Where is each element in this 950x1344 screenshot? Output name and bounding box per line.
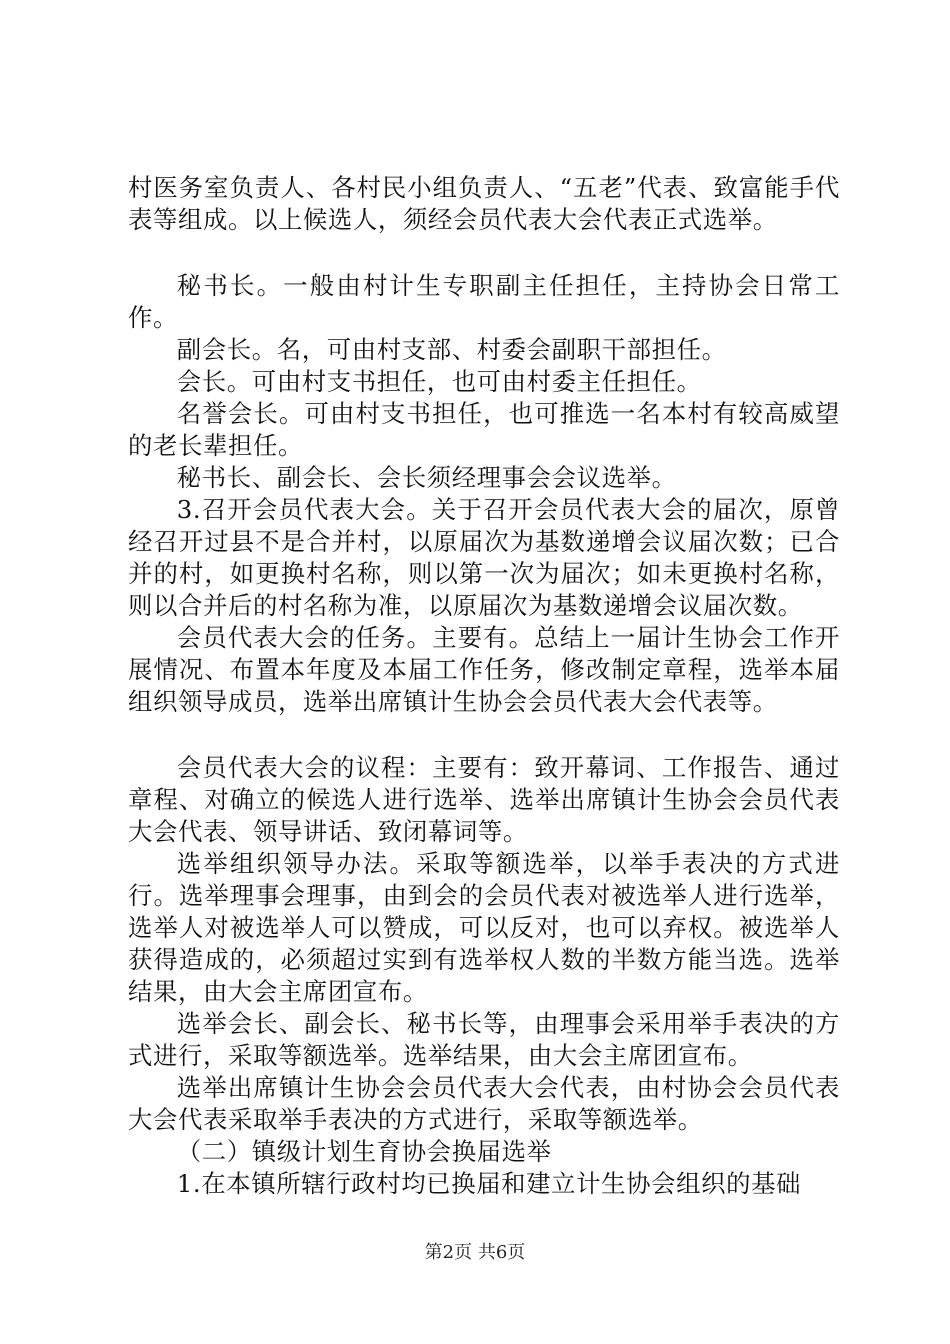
paragraph-vice-president: 副会长。名，可由村支部、村委会副职干部担任。 <box>176 335 727 364</box>
paragraph-continuation: 村医务室负责人、各村民小组负责人、“五老”代表、致富能手代表等组成。以上候选人，须经会员代表大会代表正式选举。 <box>128 173 840 234</box>
document-body <box>128 172 840 1200</box>
paragraph-council-election: 秘书长、副会长、会长须经理事会会议选举。 <box>176 463 677 492</box>
paragraph-president: 会长。可由村支书担任，也可由村委主任担任。 <box>176 367 702 396</box>
paragraph-election-method: 选举组织领导办法。采取等额选举，以举手表决的方式进行。选举理事会理事，由到会的会员代表对被选举人进行选举，选举人对被选举人可以赞成，可以反对，也可以弃权。被选举人获得造成的，必须超过实到有选举权人数的半数方能当选。选举结果，由大会主席团宣布。 <box>128 849 840 1006</box>
paragraph-town-basis: 1.在本镇所辖行政村均已换届和建立计生协会组织的基础 <box>176 1169 802 1198</box>
paragraph-congress-agenda: 会员代表大会的议程：主要有：致开幕词、工作报告、通过章程、对确立的候选人进行选举、选举出席镇计生协会会员代表大会代表、领导讲话、致闭幕词等。 <box>128 753 840 846</box>
paragraph-congress-tasks: 会员代表大会的任务。主要有。总结上一届计生协会工作开展情况、布置本年度及本届工作任务，修改制定章程，选举本届组织领导成员，选举出席镇计生协会会员代表大会代表等。 <box>128 623 840 716</box>
paragraph-delegate-election: 选举出席镇计生协会会员代表大会代表，由村协会会员代表大会代表采取举手表决的方式进行，采取等额选举。 <box>128 1073 840 1134</box>
paragraph-secretary-general: 秘书长。一般由村计生专职副主任担任，主持协会日常工作。 <box>128 271 840 332</box>
paragraph-honorary-president: 名誉会长。可由村支书担任，也可推选一名本村有较高威望的老长辈担任。 <box>128 399 840 460</box>
paragraph-congress-session: 3.召开会员代表大会。关于召开会员代表大会的届次，原曾经召开过县不是合并村，以原届次为基数递增会议届次数；已合并的村，如更换村名称，则以第一次为届次；如未更换村名称，则以合并后的村名称为准，以原届次为基数递增会议届次数。 <box>128 495 840 620</box>
page-number-footer: 第2页 共6页 <box>424 1242 526 1263</box>
paragraph-officer-election: 选举会长、副会长、秘书长等，由理事会采用举手表决的方式进行，采取等额选举。选举结果，由大会主席团宣布。 <box>128 1009 840 1070</box>
section-heading-town-election: （二）镇级计划生育协会换届选举 <box>176 1137 552 1166</box>
